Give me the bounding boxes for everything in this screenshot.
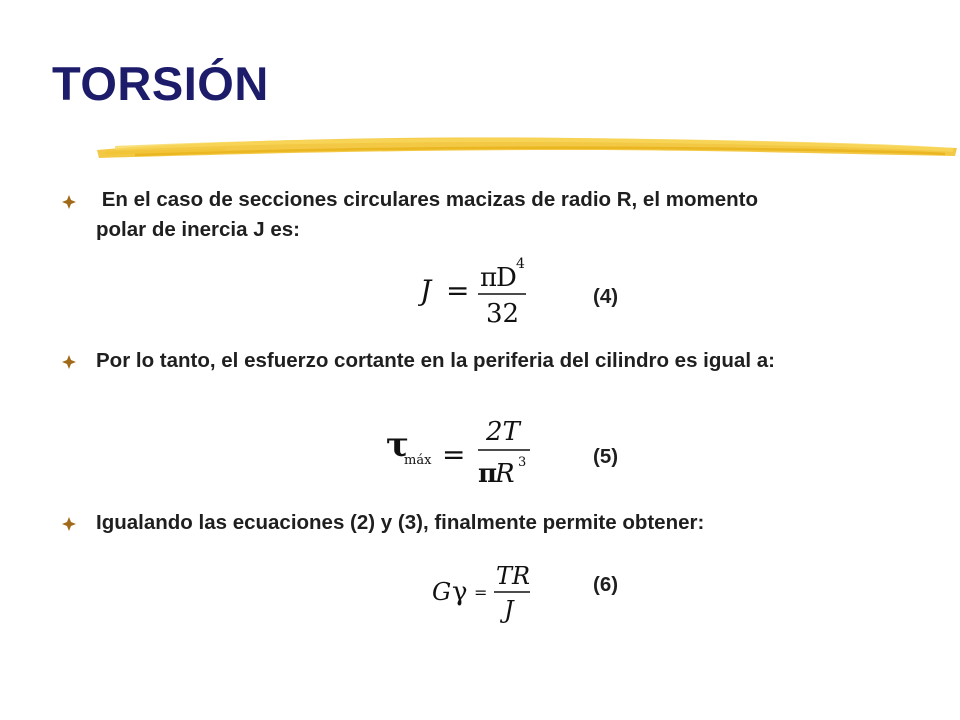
- eq4-lhs: J: [420, 274, 432, 307]
- equation-5-label: (5): [593, 445, 619, 468]
- diamond-bullet-icon: [62, 195, 76, 209]
- eq6-den: J: [504, 596, 514, 624]
- slide-title: TORSIÓN: [52, 57, 269, 110]
- diamond-bullet-icon: [62, 355, 76, 369]
- eq5-den-exp: 3: [518, 455, 527, 470]
- eq4-operator: =: [446, 274, 470, 307]
- eq5-lhs-subscript: máx: [404, 453, 432, 468]
- equation-4-formula: [418, 250, 538, 330]
- eq5-num: 2T: [486, 417, 520, 447]
- bullet-1-line-2: polar de inercia J es:: [96, 218, 300, 241]
- bullet-1-line-1: En el caso de secciones circulares macizas de radio R, el momento: [96, 188, 758, 211]
- eq6-operator: =: [474, 583, 488, 602]
- eq4-den: 32: [486, 299, 520, 329]
- eq4-num-var: D: [496, 263, 517, 293]
- title-underline-brush: [95, 128, 960, 164]
- bullet-3-text: Igualando las ecuaciones (2) y (3), finalmente permite obtener:: [96, 511, 705, 534]
- eq6-lhs-gamma: γ: [452, 577, 468, 607]
- bullet-2-text: Por lo tanto, el esfuerzo cortante en la periferia del cilindro es igual a:: [96, 349, 775, 372]
- eq4-num-pi: π: [480, 263, 498, 293]
- equation-6-label: (6): [593, 573, 619, 596]
- equation-5-formula: [384, 410, 544, 494]
- eq5-lhs-tau: τ: [386, 425, 409, 465]
- equation-6-formula: [430, 560, 540, 630]
- eq6-lhs-g: G: [432, 578, 452, 606]
- eq6-num: TR: [496, 562, 531, 590]
- eq5-den-pi: π: [478, 459, 498, 489]
- diamond-bullet-icon: [62, 517, 76, 531]
- eq4-num-exp: 4: [516, 256, 525, 272]
- eq5-den-var: R: [495, 459, 515, 489]
- equation-4-label: (4): [593, 285, 619, 308]
- eq5-operator: =: [442, 438, 466, 471]
